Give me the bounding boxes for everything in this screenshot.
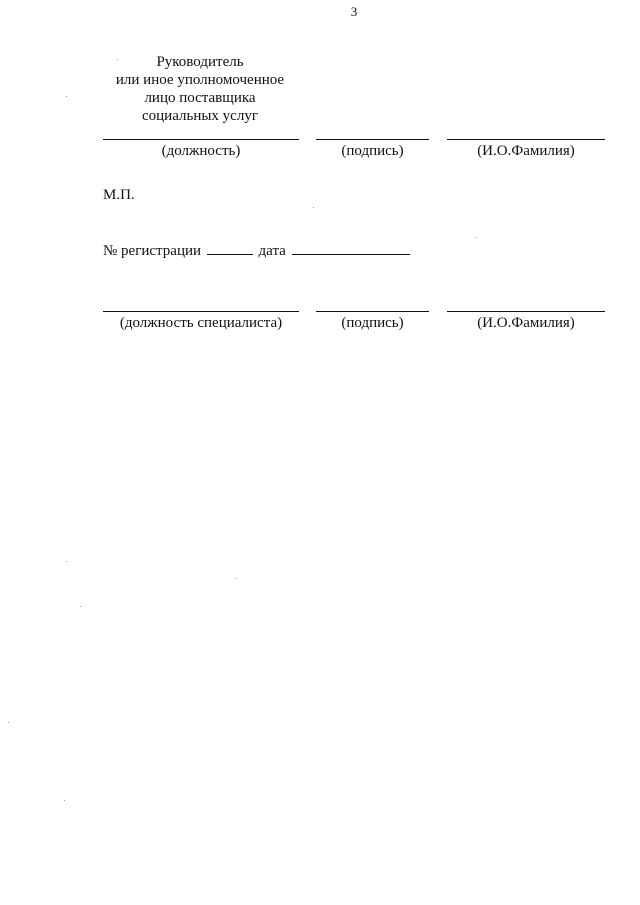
specialist-full-name-caption: (И.О.Фамилия) <box>477 315 575 331</box>
full-name-caption: (И.О.Фамилия) <box>477 143 575 159</box>
full-name-line <box>447 139 605 140</box>
registration-number-blank <box>207 242 253 255</box>
signature-row-specialist <box>0 311 640 351</box>
specialist-full-name-line <box>447 311 605 312</box>
specialist-signature-caption: (подпись) <box>341 315 404 331</box>
scan-speck <box>80 606 81 607</box>
page-number: 3 <box>350 4 358 19</box>
signatory-title-line-2: или иное уполномоченное <box>115 72 285 88</box>
scan-speck <box>236 578 237 579</box>
scan-speck <box>117 59 118 60</box>
scan-speck <box>476 237 477 238</box>
signature-line <box>316 139 429 140</box>
signature-caption: (подпись) <box>341 143 404 159</box>
signatory-title-line-3: лицо поставщика <box>144 90 256 106</box>
stamp-place-label: М.П. <box>103 187 135 203</box>
scan-speck <box>313 207 314 208</box>
scan-speck <box>64 800 65 801</box>
registration-date-blank <box>292 242 410 255</box>
position-caption: (должность) <box>161 143 241 159</box>
signatory-title-block <box>95 53 305 125</box>
position-line <box>103 139 299 140</box>
registration-number-label: № регистрации <box>103 243 202 259</box>
specialist-position-line <box>103 311 299 312</box>
scan-speck <box>66 561 67 562</box>
scan-speck <box>66 96 67 97</box>
signatory-title-line-1: Руководитель <box>156 54 244 70</box>
registration-date-label: дата <box>258 243 286 259</box>
signatory-title-line-4: социальных услуг <box>142 108 258 124</box>
registration-line <box>103 242 412 260</box>
signature-row-head <box>0 139 640 179</box>
scan-speck <box>8 722 9 723</box>
specialist-position-caption: (должность специалиста) <box>119 315 283 331</box>
specialist-signature-line <box>316 311 429 312</box>
